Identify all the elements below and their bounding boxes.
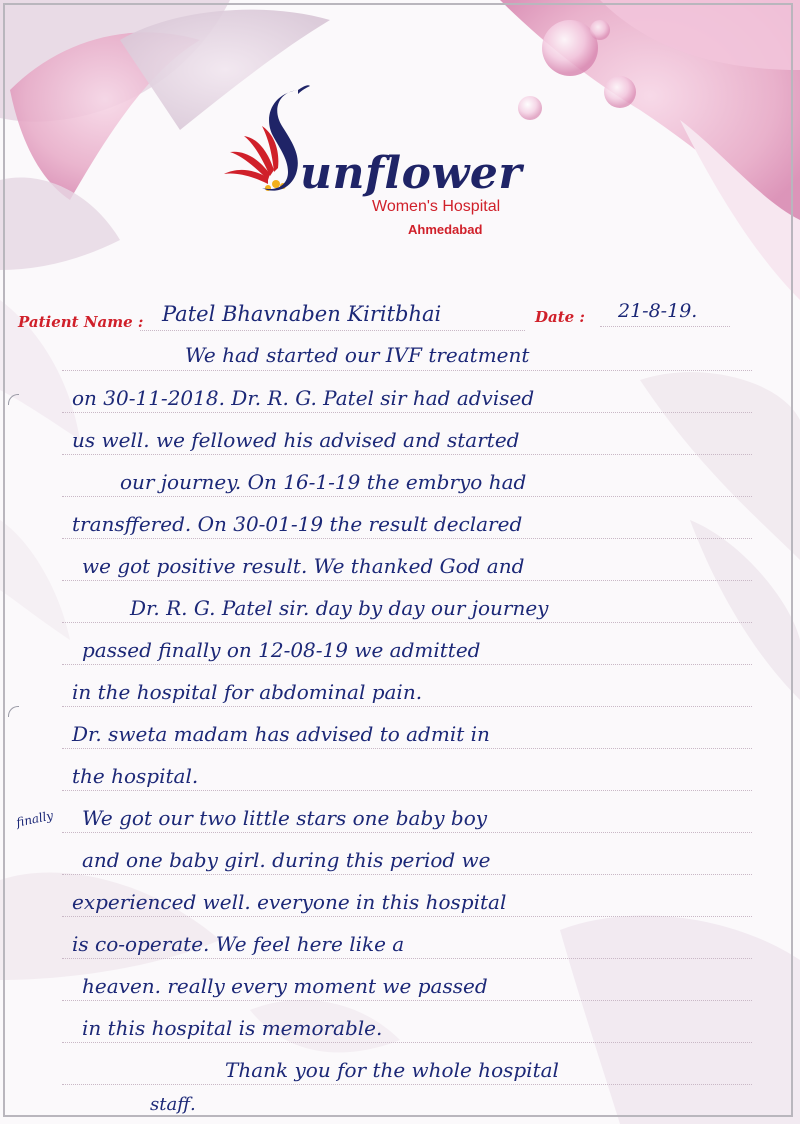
name-rule <box>140 330 525 331</box>
patient-name-label: Patient Name : <box>18 313 144 331</box>
letter-line: and one baby girl. during this period we <box>82 848 491 872</box>
ruled-line <box>62 370 752 371</box>
letter-line: Dr. sweta madam has advised to admit in <box>72 722 490 746</box>
letter-line: Thank you for the whole hospital <box>225 1058 559 1082</box>
letter-line: We had started our IVF treatment <box>185 343 530 367</box>
ruled-line <box>62 1000 752 1001</box>
letter-line: our journey. On 16-1-19 the embryo had <box>120 470 527 494</box>
date-label: Date : <box>535 308 585 326</box>
letter-line: We got our two little stars one baby boy <box>82 806 488 830</box>
ruled-line <box>62 832 752 833</box>
letter-line: is co-operate. We feel here like a <box>72 932 405 956</box>
ruled-line <box>62 958 752 959</box>
ruled-line <box>62 622 752 623</box>
brand-wordmark: unflower <box>300 148 523 199</box>
letter-line: we got positive result. We thanked God and <box>82 554 525 578</box>
letter-line: passed finally on 12-08-19 we admitted <box>82 638 481 662</box>
letter-line: heaven. really every moment we passed <box>82 974 488 998</box>
letter-line: on 30-11-2018. Dr. R. G. Patel sir had advised <box>72 386 535 410</box>
ruled-line <box>62 496 752 497</box>
letter-line: experienced well. everyone in this hospital <box>72 890 507 914</box>
ruled-line <box>62 790 752 791</box>
ruled-line <box>62 1042 752 1043</box>
hospital-subtitle: Women's Hospital <box>372 198 501 215</box>
letter-line: transffered. On 30-01-19 the result declared <box>72 512 523 536</box>
letter-line: us well. we fellowed his advised and started <box>72 428 520 452</box>
ruled-line <box>62 748 752 749</box>
ruled-line <box>62 874 752 875</box>
letter-line: the hospital. <box>72 764 199 788</box>
ruled-line <box>62 916 752 917</box>
margin-note: finally <box>14 808 55 830</box>
ruled-line <box>62 538 752 539</box>
hospital-city: Ahmedabad <box>408 222 483 237</box>
ruled-line <box>62 580 752 581</box>
letter-line: in the hospital for abdominal pain. <box>72 680 423 704</box>
patient-name-value: Patel Bhavnaben Kiritbhai <box>162 302 442 326</box>
letter-line: Dr. R. G. Patel sir. day by day our journey <box>130 596 549 620</box>
sunflower-logo-icon <box>222 80 312 200</box>
letter-line: staff. <box>150 1094 196 1115</box>
ruled-line <box>62 454 752 455</box>
ruled-line <box>62 412 752 413</box>
ruled-line <box>62 706 752 707</box>
ruled-line <box>62 1084 752 1085</box>
ruled-line <box>62 664 752 665</box>
date-rule <box>600 326 730 327</box>
letter-line: in this hospital is memorable. <box>82 1016 383 1040</box>
date-value: 21-8-19. <box>618 300 698 322</box>
